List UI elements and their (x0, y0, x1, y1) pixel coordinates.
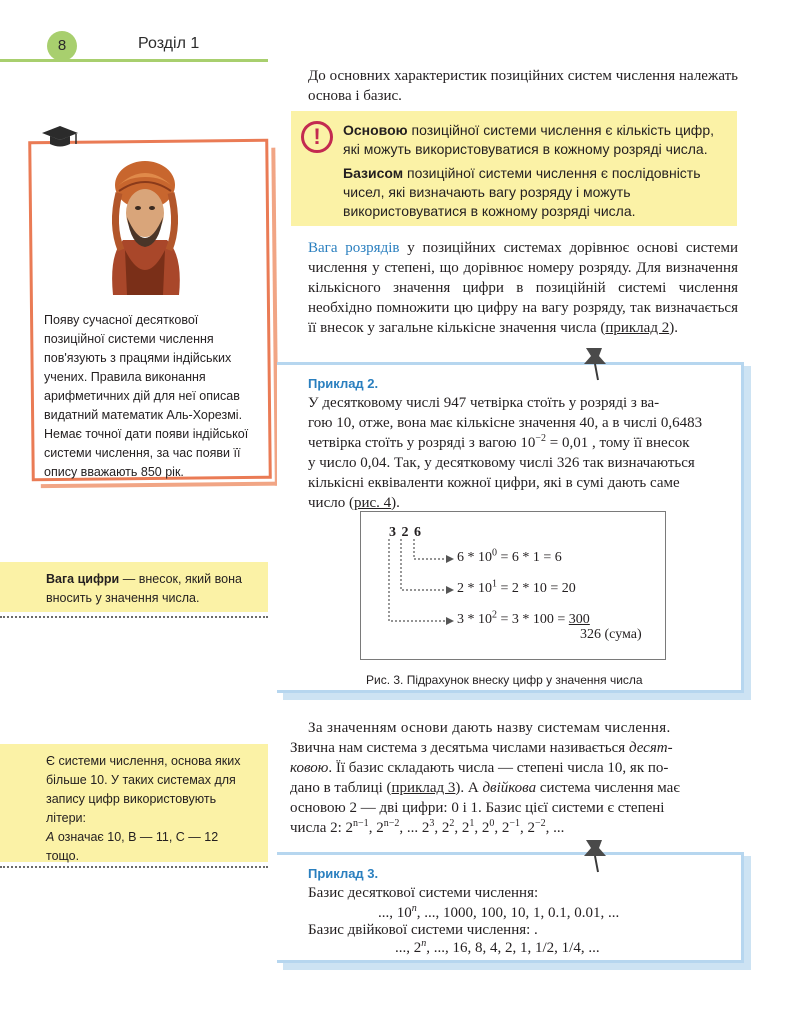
binary-basis-values: ..., 2$^n$, ..., 16, 8, 4, 2, 1, 1/2, 1/4, ... (395, 938, 600, 956)
intro-paragraph: До основних характеристик позиційних систем числення належать основа і базис. (308, 68, 738, 104)
pushpin-icon (580, 346, 610, 382)
side-note-weight: Вага цифри — внесок, який вона вносить у значення числа. (0, 562, 268, 612)
example-2-line: У десятковому числі 947 четвірка стоїть у розряді з ва- (308, 395, 660, 411)
naming-line: Звична нам система з десятьма числами називається десят- (290, 740, 673, 756)
decimal-basis-values: ..., 10$^n$, ..., 1000, 100, 10, 1, 0.1, 0.01, ... (378, 903, 620, 921)
naming-line: За значенням основи дають назву системам числення. (308, 720, 671, 736)
page-number: 8 (47, 31, 77, 61)
example-2-line: четвірка стоїть у розряді з вагою $10^{-2} = 0,01$ , тому її внесок (308, 433, 690, 451)
pushpin-icon (580, 838, 610, 874)
naming-line: числа 2: $2^{n-1}$, $2^{n-2}$, ... $2^3$, $2^2$, $2^1$, $2^0$, $2^{-1}$, $2^{-2}$, ... (290, 818, 565, 836)
link-example-3[interactable]: приклад 3 (391, 780, 456, 796)
example-2-line: у число 0,04. Так, у десятковому числі 326 так визначаються (308, 455, 695, 471)
al-khwarizmi-portrait (105, 155, 185, 295)
example-2-line: гою 10, отже, вона має кількісне значення 40, а в числі 0,6483 (308, 415, 703, 431)
link-example-2[interactable]: приклад 2 (605, 320, 670, 336)
example-2-line: число (рис. 4). (308, 495, 400, 511)
link-figure-4[interactable]: рис. 4 (353, 495, 392, 511)
figure-number: 3 2 6 (389, 525, 422, 540)
figure-row-2: $2 * 10^1 = 2 * 10 = 20$ (457, 578, 576, 596)
term-bazys: Базисом (343, 165, 404, 181)
term-digit-weight: Вага цифри (46, 572, 120, 586)
binary-basis-label: Базис двійкової системи числення: . (308, 922, 538, 938)
dotted-divider (0, 866, 268, 868)
figure-row-3: $3 * 10^2 = 3 * 100 = 300$ (457, 609, 590, 627)
term-osnova: Основою (343, 122, 408, 138)
exclamation-icon: ! (301, 121, 333, 153)
definition-osnova: Основою позиційної системи числення є кількість цифр, які можуть використовуватися в кожному розряді числа. (343, 122, 715, 157)
example-3-title: Приклад 3. (308, 866, 379, 881)
section-title: Розділ 1 (138, 35, 200, 52)
weights-paragraph: Вага розрядів у позиційних системах дорівнює основі системи числення у степені, що дорівнює номеру розряду. Для визначення кількісного значення цифри в позиційній системі числення необхідно помножити цю цифру на вагу розряду, так визначається її внесок у загальне кількісне значення числа (приклад 2). (308, 240, 738, 336)
naming-line: ковою. Її базис складають числа — степені числа 10, як по- (290, 760, 669, 776)
side-note-bases: Є системи числення, основа яких більше 10. У таких системах для запису цифр використовують літери: А означає 10, В — 11, С — 12 тощо. (0, 744, 268, 862)
decimal-basis-label: Базис десяткової системи числення: (308, 885, 539, 901)
figure-row-1: $6 * 10^0 = 6 * 1 = 6$ (457, 547, 562, 565)
naming-line: дано в таблиці (приклад 3). А двійкова система числення має (290, 780, 680, 796)
portrait-note: Появу сучасної десяткової позиційної системи числення пов'язують з працями індійських учених. Правила виконання арифметичних дій для неї описав видатний математик Аль-Хорезмі. Немає точної дати появи індійської системи числення, за час появи її опису вважають 850 рік. (44, 313, 249, 479)
figure-sum: 326 (сума) (580, 627, 642, 642)
dotted-divider (0, 616, 268, 618)
example-2-line: кількісні еквіваленти кожної цифри, які в сумі дають саме (308, 475, 680, 491)
example-2-title: Приклад 2. (308, 376, 379, 391)
header-rule (0, 59, 268, 62)
graduation-cap-icon (40, 124, 80, 150)
figure-caption: Рис. 3. Підрахунок внеску цифр у значення числа (366, 673, 643, 687)
definition-bazys: Базисом позиційної системи числення є послідовність чисел, які визначають вагу розряду і можуть використовуватися в кожному розряді числа. (343, 165, 701, 219)
naming-line: основою 2 — дві цифри: 0 і 1. Базис цієї системи є степені (290, 800, 665, 816)
term-weights: Вага розрядів (308, 240, 400, 256)
